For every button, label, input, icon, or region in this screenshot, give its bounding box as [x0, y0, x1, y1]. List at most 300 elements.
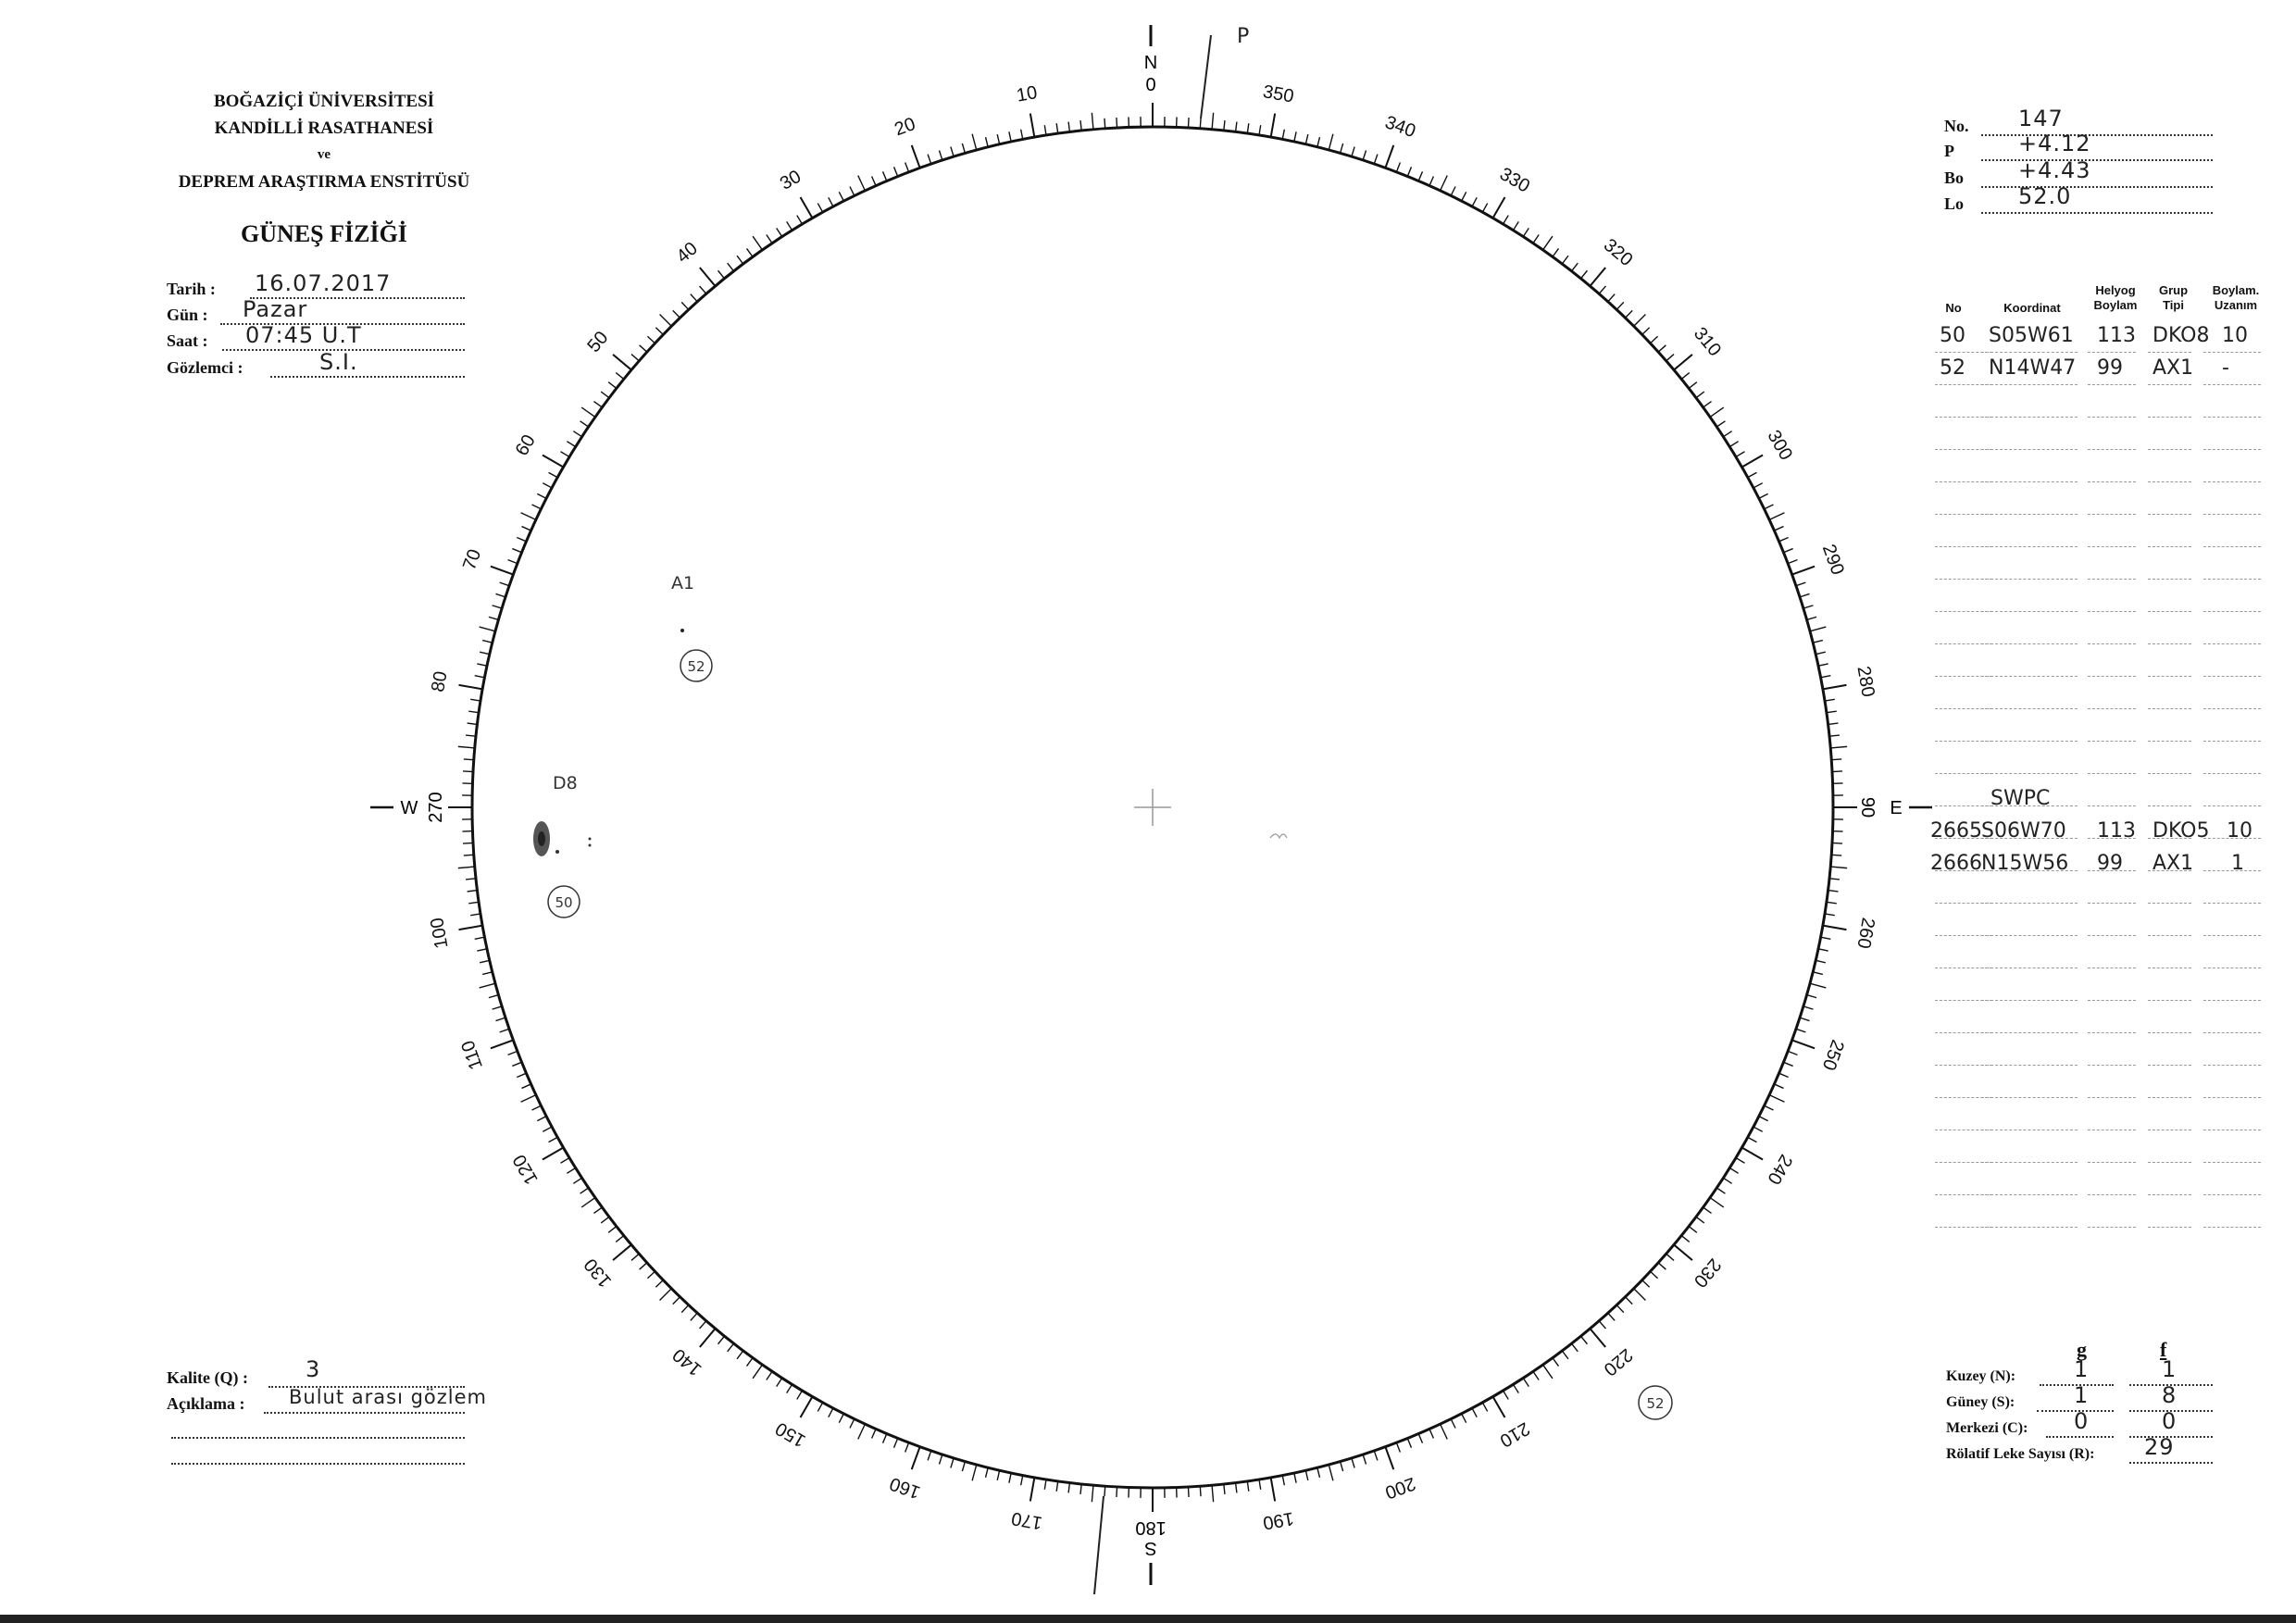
degree-label: 140	[668, 1343, 706, 1380]
degree-tick	[1493, 1397, 1505, 1418]
degree-tick	[543, 483, 552, 488]
degree-tick	[1753, 1127, 1763, 1131]
degree-tick	[1792, 567, 1815, 575]
lo-label: Lo	[1944, 194, 1965, 213]
degree-tick	[567, 1167, 575, 1173]
degree-tick	[1765, 505, 1774, 509]
degree-tick	[1674, 355, 1692, 370]
lo-value: 52.0	[2018, 183, 2072, 209]
degree-tick	[767, 235, 772, 243]
swpc2-extent: 1	[2231, 852, 2244, 875]
degree-tick	[468, 711, 479, 713]
center-g: 0	[2074, 1408, 2090, 1434]
degree-tick	[512, 549, 521, 553]
degree-tick	[962, 144, 965, 154]
degree-label: 280	[1853, 664, 1878, 699]
degree-tick	[872, 1429, 876, 1438]
swpc2-coord: N15W56	[1981, 852, 2069, 875]
degree-tick	[1710, 1198, 1724, 1207]
table-rule	[2203, 384, 2261, 385]
degree-tick	[1816, 960, 1826, 962]
degree-tick	[858, 176, 866, 191]
degree-tick	[470, 699, 480, 701]
degree-tick	[1374, 1451, 1378, 1460]
degree-tick	[700, 268, 716, 286]
degree-tick	[1742, 456, 1764, 468]
degree-tick	[1472, 197, 1477, 206]
degree-tick	[753, 1365, 762, 1379]
degree-tick	[951, 147, 954, 157]
degree-tick	[1666, 355, 1674, 361]
degree-tick	[537, 1117, 546, 1121]
degree-tick	[1009, 131, 1011, 142]
day-label: Gün :	[167, 306, 208, 324]
degree-tick	[631, 355, 639, 361]
no-value: 147	[2018, 106, 2064, 131]
degree-tick	[1418, 171, 1422, 181]
degree-label: 300	[1763, 427, 1797, 464]
degree-tick	[1832, 771, 1842, 772]
degree-tick	[905, 163, 909, 172]
degree-tick	[1200, 1486, 1201, 1496]
table-rule	[2088, 643, 2136, 644]
table-rule	[1981, 773, 2078, 774]
degree-tick	[500, 582, 509, 586]
degree-tick	[1590, 1329, 1605, 1347]
degree-tick	[700, 1329, 716, 1347]
p-axis-letter: P	[1237, 25, 1250, 48]
degree-tick	[655, 328, 663, 335]
degree-tick	[1818, 664, 1828, 666]
table-rule	[2148, 1194, 2191, 1195]
east-90: 90	[1857, 796, 1878, 818]
observer-label: Gözlemci :	[167, 358, 243, 377]
table-rule	[2203, 417, 2261, 418]
degree-tick	[521, 1095, 536, 1103]
west-letter: W	[400, 798, 418, 818]
degree-tick	[1021, 1475, 1023, 1485]
degree-label: 220	[1599, 1343, 1637, 1380]
table-rule	[2148, 708, 2191, 709]
west-270: 270	[426, 792, 446, 823]
degree-tick	[817, 204, 822, 213]
table-rule	[2203, 935, 2261, 936]
degree-tick	[1729, 1167, 1738, 1173]
degree-tick	[496, 593, 505, 596]
degree-tick	[839, 1414, 843, 1423]
degree-tick	[1543, 236, 1553, 250]
degree-tick	[801, 1397, 813, 1418]
degree-tick	[1104, 1486, 1105, 1496]
swpc1-coord: S06W70	[1981, 819, 2066, 843]
degree-tick	[1828, 723, 1839, 724]
degree-tick	[1820, 676, 1830, 678]
degree-tick	[1068, 122, 1069, 132]
degree-tick	[1783, 1062, 1792, 1066]
scan-edge	[0, 1615, 2296, 1623]
degree-tick	[543, 456, 564, 468]
table-rule	[2203, 643, 2261, 644]
degree-tick	[1759, 493, 1768, 498]
table-rule	[2148, 1162, 2191, 1163]
degree-tick	[1642, 328, 1650, 335]
degree-tick	[1829, 735, 1840, 736]
degree-tick	[500, 1029, 509, 1032]
no-label: No.	[1944, 117, 1969, 135]
degree-tick	[1271, 114, 1276, 138]
quality-value: 3	[306, 1356, 321, 1382]
table-rule	[1981, 417, 2078, 418]
p-axis-bottom	[1094, 1496, 1104, 1594]
degree-tick	[517, 1073, 526, 1077]
degree-tick	[1523, 1378, 1529, 1386]
table-rule	[2203, 741, 2261, 742]
degree-tick	[491, 1040, 513, 1048]
degree-label: 50	[583, 327, 613, 356]
degree-tick	[1504, 216, 1509, 224]
degree-tick	[1736, 452, 1744, 457]
degree-tick	[1658, 1263, 1666, 1269]
degree-tick	[1572, 263, 1578, 271]
table-rule	[2203, 1000, 2261, 1001]
degree-tick	[1716, 1188, 1725, 1193]
degree-label: 340	[1382, 112, 1418, 143]
degree-tick	[1658, 345, 1666, 352]
row1-no: 50	[1940, 324, 1965, 347]
degree-tick	[1774, 527, 1783, 531]
degree-tick	[1769, 513, 1784, 520]
degree-tick	[1562, 256, 1568, 264]
degree-tick	[561, 452, 569, 457]
degree-tick	[1236, 122, 1237, 132]
degree-tick	[912, 145, 920, 168]
degree-tick	[1441, 176, 1448, 191]
degree-tick	[850, 1419, 855, 1429]
table-rule	[2148, 1097, 2191, 1098]
degree-tick	[1329, 1465, 1333, 1480]
north-letter: N	[1143, 53, 1158, 73]
degree-tick	[1830, 746, 1847, 748]
degree-tick	[797, 1391, 803, 1399]
degree-tick	[912, 1447, 920, 1469]
degree-tick	[573, 1178, 581, 1183]
table-rule	[2148, 935, 2191, 936]
degree-tick	[1363, 151, 1366, 160]
table-rule	[2088, 805, 2136, 806]
group-50-spot-c	[589, 844, 592, 847]
table-rule	[2148, 1227, 2191, 1228]
table-rule	[1981, 1227, 2078, 1228]
row2-no: 52	[1940, 356, 1965, 380]
degree-tick	[608, 1227, 617, 1233]
degree-tick	[1482, 204, 1487, 213]
table-rule	[2088, 1000, 2136, 1001]
degree-tick	[1703, 402, 1712, 407]
degree-tick	[1626, 310, 1633, 318]
table-rule	[2088, 903, 2136, 904]
col-header-helio-long: Helyog Boylam	[2093, 283, 2138, 312]
relative-number-value: 29	[2144, 1434, 2175, 1460]
degree-tick	[939, 151, 942, 160]
degree-tick	[747, 1358, 753, 1367]
degree-tick	[700, 286, 706, 293]
degree-label: 10	[1015, 82, 1040, 106]
table-rule	[1981, 741, 2078, 742]
degree-tick	[1634, 1289, 1646, 1301]
table-rule	[2148, 417, 2191, 418]
degree-label: 230	[1689, 1254, 1726, 1292]
table-rule	[2203, 1194, 2261, 1195]
table-rule	[1981, 449, 2078, 450]
table-rule	[2088, 611, 2136, 612]
degree-tick	[1533, 235, 1539, 243]
table-rule	[2088, 1097, 2136, 1098]
degree-tick	[1396, 163, 1400, 172]
degree-tick	[531, 1105, 541, 1110]
table-rule	[2148, 805, 2191, 806]
degree-tick	[1317, 1467, 1320, 1478]
table-rule	[1981, 676, 2078, 677]
section-title: GÜNEŞ FİZİĞİ	[241, 220, 407, 247]
row1-extent: 10	[2222, 324, 2248, 347]
degree-label: 150	[772, 1417, 809, 1452]
table-rule	[1981, 643, 2078, 644]
degree-tick	[543, 1127, 552, 1131]
table-rule	[2148, 1032, 2191, 1033]
degree-tick	[1651, 336, 1658, 343]
degree-tick	[1363, 1454, 1366, 1464]
degree-tick	[1104, 119, 1105, 129]
degree-tick	[883, 1434, 887, 1443]
degree-tick	[1590, 268, 1605, 286]
table-rule	[2088, 481, 2136, 482]
degree-tick	[1689, 382, 1697, 389]
degree-tick	[673, 1297, 680, 1305]
day-value: Pazar	[243, 296, 308, 322]
swpc1-helio: 113	[2097, 819, 2136, 843]
degree-tick	[777, 228, 782, 236]
table-rule	[2203, 1227, 2261, 1228]
table-rule	[1981, 546, 2078, 547]
degree-tick	[1396, 1442, 1400, 1452]
degree-tick	[1572, 1343, 1578, 1352]
table-rule	[1981, 1162, 2078, 1163]
degree-tick	[1259, 125, 1261, 135]
note-value: Bulut arası gözlem	[289, 1386, 488, 1408]
degree-tick	[660, 315, 672, 327]
group-52-number-limb: 52	[1646, 1395, 1665, 1412]
degree-tick	[1385, 145, 1393, 168]
degree-tick	[691, 1313, 697, 1320]
degree-tick	[1626, 1297, 1633, 1305]
degree-tick	[1462, 192, 1466, 201]
table-rule	[2088, 1194, 2136, 1195]
degree-label: 80	[428, 669, 452, 694]
degree-tick	[1816, 652, 1826, 654]
degree-tick	[1021, 130, 1023, 140]
table-rule	[2148, 384, 2191, 385]
p-value: +4.12	[2018, 131, 2091, 156]
group-52-number: 52	[687, 658, 705, 675]
degree-tick	[972, 1465, 977, 1480]
degree-tick	[894, 1438, 898, 1447]
degree-tick	[480, 627, 495, 631]
degree-tick	[787, 221, 792, 230]
degree-tick	[1451, 1419, 1455, 1429]
degree-tick	[549, 472, 558, 477]
table-rule	[1981, 1097, 2078, 1098]
degree-tick	[1827, 902, 1837, 904]
col-header-no: No	[1945, 301, 1962, 315]
degree-tick	[601, 392, 609, 398]
degree-tick	[1800, 593, 1809, 596]
degree-tick	[1807, 617, 1817, 619]
degree-tick	[489, 617, 499, 619]
degree-tick	[580, 1188, 589, 1193]
degree-tick	[1429, 1429, 1433, 1438]
degree-tick	[1813, 972, 1823, 975]
degree-tick	[1723, 1178, 1731, 1183]
group-50-number: 50	[555, 894, 573, 911]
observer-value: S.I.	[319, 349, 358, 375]
table-rule	[2148, 741, 2191, 742]
degree-label: 100	[427, 916, 453, 951]
table-rule	[2203, 579, 2261, 580]
degree-label: 190	[1261, 1507, 1296, 1533]
degree-tick	[972, 134, 977, 150]
degree-label: 240	[1763, 1151, 1797, 1188]
table-rule	[2088, 514, 2136, 515]
table-rule	[2203, 546, 2261, 547]
row1-coord: S05W61	[1989, 324, 2074, 347]
table-rule	[2203, 805, 2261, 806]
degree-tick	[1482, 1403, 1487, 1412]
degree-label: 130	[580, 1254, 617, 1292]
table-rule	[1981, 611, 2078, 612]
degree-tick	[883, 171, 887, 181]
table-rule	[2148, 903, 2191, 904]
degree-tick	[1810, 983, 1826, 988]
degree-tick	[482, 641, 493, 643]
degree-tick	[1341, 1462, 1343, 1472]
institution-line1: BOĞAZİÇİ ÜNİVERSİTESİ	[213, 92, 435, 111]
degree-tick	[496, 1017, 505, 1020]
degree-tick	[1188, 1487, 1189, 1497]
degree-tick	[817, 1403, 822, 1412]
degree-tick	[1820, 937, 1830, 939]
degree-tick	[1599, 286, 1605, 293]
degree-tick	[1212, 1485, 1214, 1502]
degree-tick	[1553, 248, 1558, 256]
table-rule	[2203, 352, 2261, 353]
degree-tick	[737, 256, 743, 264]
degree-tick	[1825, 914, 1835, 916]
degree-tick	[477, 664, 487, 666]
degree-tick	[543, 1148, 564, 1160]
note-label: Açıklama :	[167, 1394, 245, 1413]
degree-tick	[1513, 221, 1518, 230]
degree-tick	[1305, 1470, 1307, 1480]
degree-tick	[1825, 699, 1835, 701]
degree-tick	[640, 345, 647, 352]
degree-tick	[1271, 1478, 1276, 1502]
degree-tick	[1504, 1391, 1509, 1399]
degree-tick	[466, 879, 476, 880]
table-rule	[2148, 1065, 2191, 1066]
table-rule	[2088, 1065, 2136, 1066]
south-letter: S	[1144, 1538, 1157, 1558]
group-d8-label: D8	[553, 773, 578, 793]
table-rule	[2148, 352, 2191, 353]
degree-tick	[1493, 197, 1505, 218]
table-rule	[1981, 1194, 2078, 1195]
degree-tick	[1666, 1254, 1674, 1260]
degree-tick	[1823, 926, 1847, 930]
degree-tick	[1681, 1236, 1690, 1242]
degree-tick	[787, 1384, 792, 1392]
degree-label: 20	[892, 114, 918, 141]
degree-tick	[1224, 1484, 1225, 1494]
degree-tick	[1092, 113, 1093, 130]
degree-tick	[1056, 1481, 1058, 1492]
swpc1-extent: 10	[2227, 819, 2252, 843]
degree-tick	[1317, 137, 1320, 147]
row2-type: AX1	[2152, 356, 2194, 380]
swpc2-no: 2666	[1930, 852, 1982, 875]
table-rule	[2203, 708, 2261, 709]
col-header-group-type: Grup Tipi	[2158, 283, 2189, 312]
degree-tick	[1553, 1358, 1558, 1367]
degree-tick	[1634, 315, 1646, 327]
table-rule	[1981, 1032, 2078, 1033]
degree-label: 250	[1817, 1037, 1848, 1073]
degree-tick	[616, 373, 624, 380]
degree-label: 70	[459, 546, 486, 573]
degree-tick	[1068, 1483, 1069, 1493]
degree-tick	[459, 926, 483, 930]
degree-tick	[728, 263, 734, 271]
group-52-spot	[680, 629, 684, 632]
g-header: g	[2077, 1338, 2087, 1361]
table-rule	[2088, 1032, 2136, 1033]
degree-tick	[700, 1321, 706, 1329]
degree-tick	[1788, 1051, 1797, 1055]
degree-tick	[801, 197, 813, 218]
degree-tick	[1792, 1040, 1815, 1048]
degree-tick	[1407, 167, 1411, 176]
degree-tick	[997, 1470, 999, 1480]
degree-tick	[1807, 995, 1817, 998]
degree-label: 170	[1009, 1507, 1044, 1533]
degree-tick	[466, 735, 476, 736]
degree-tick	[464, 759, 474, 760]
table-rule	[2148, 449, 2191, 450]
degree-tick	[928, 155, 931, 164]
degree-tick	[905, 1442, 909, 1452]
swpc2-helio: 99	[2097, 852, 2123, 875]
degree-tick	[647, 336, 655, 343]
degree-tick	[1742, 1148, 1764, 1160]
degree-tick	[839, 192, 843, 201]
degree-tick	[475, 676, 485, 678]
degree-label: 320	[1599, 234, 1637, 271]
degree-tick	[1651, 1271, 1658, 1279]
table-rule	[2088, 1227, 2136, 1228]
degree-tick	[872, 176, 876, 185]
degree-tick	[573, 431, 581, 437]
table-rule	[2148, 546, 2191, 547]
degree-tick	[1341, 144, 1343, 154]
